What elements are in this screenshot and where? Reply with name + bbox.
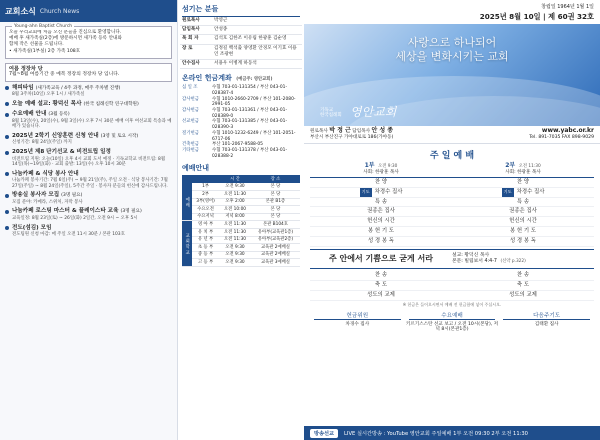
account-row [180, 119, 302, 130]
church-news-header [0, 0, 177, 22]
schedule-cell: 교육관 3예배실 [251, 259, 300, 267]
order-row [310, 237, 594, 247]
schedule-group-label: 예 배 [182, 183, 192, 220]
staff-list [180, 17, 302, 69]
account-type: 감사헌금 [182, 108, 199, 114]
staff-role: 원로목사 [182, 18, 200, 23]
order-item: 권종은 집사 [509, 208, 537, 215]
news-item-desc: 교육일정: 8월 23일(토) ~ 26일(화) 2일간, 오전 9시 ~ 오후 5시 [12, 215, 138, 221]
schedule-cell: 오전 9:30 [219, 251, 251, 259]
news-item-title: 방송실 봉사자 모집 [12, 192, 60, 199]
schedule-row [182, 228, 300, 236]
news-item-desc: 모집 분야: 카메라, 스위처, 자막 봉사 [12, 199, 83, 205]
schedule-cell: 교육관 2예배실 [251, 251, 300, 259]
offering-note: ※ 헌금은 들어오시면서 예배 전 헌금함에 넣어 주십시오. [402, 301, 502, 307]
schedule-cell: 오전 9:30 [219, 183, 251, 190]
account-type: 감사헌금 [182, 96, 199, 102]
issue-date: 2025년 8월 10일 | 제 60권 32호 [479, 12, 594, 21]
news-item [5, 171, 172, 190]
staff-role: 담임목사 [182, 27, 200, 33]
schedule-row [182, 221, 300, 229]
church-news-subtitle: Church News [39, 7, 80, 15]
schedule-cell: 본관 B1층 [251, 198, 300, 206]
schedule-cell: 본관 B104호 [251, 221, 300, 229]
church-slogan [304, 36, 600, 64]
welcome-line: 오늘 우리교회에 처음 오신 분들을 진심으로 환영합니다. [9, 30, 122, 35]
order-cell [310, 227, 452, 237]
worship-column [304, 0, 600, 440]
banner-image [304, 24, 600, 126]
welcome-notice-label: Young-ahn Baptist Church [14, 24, 73, 29]
staff-row [180, 35, 302, 44]
duty-title: 수요예배 [409, 311, 496, 320]
schedule-row [182, 206, 300, 214]
service-2-time: 오전 11:30 [518, 164, 541, 169]
schedule-cell: 중 등 부 [192, 251, 219, 259]
duty-value: 키르기스스탄 선교 보고 / 오전 10시(본당), 저녁 8시(본관1층) [405, 321, 499, 333]
account-number: 수협 703-01-131361 / 부산 043-01-028389-0 [212, 108, 288, 119]
news-item-title: 해피타임 [12, 84, 34, 91]
service-2-lead: 사회: 한광훈 목사 [505, 170, 541, 175]
news-item-note: (3월 등록) [48, 112, 70, 118]
bullet-icon [5, 86, 9, 90]
order-row [310, 198, 594, 208]
news-item [5, 133, 172, 146]
news-list [0, 85, 177, 238]
order-item: 봉 헌 기 도 [510, 227, 536, 234]
news-item-title-row [5, 192, 172, 200]
schedule-cell: 2부 [192, 190, 219, 198]
schedule-cell: 교육관 2예배실 [251, 244, 300, 252]
staff-names: 안성종 [214, 27, 228, 33]
news-item-desc: 8월 3주차(10일) 오후 1시 / 새가족실 [12, 92, 85, 98]
schedule-cell: 오전 11:30 [219, 236, 251, 244]
news-item-title: 나눔카페 & 식당 봉사 안내 [12, 170, 79, 177]
account-row [180, 108, 302, 119]
order-row [310, 227, 594, 237]
order-tag: 기도 [360, 188, 372, 197]
sermon-details [452, 253, 594, 266]
schedule-row [182, 244, 300, 252]
church-logo-name: 영안교회 [350, 105, 397, 119]
order-item: 찬 송 [374, 272, 388, 279]
denomination-line-1: 기독교 [320, 108, 334, 113]
news-item [5, 85, 172, 98]
staff-role: 장 로 [182, 45, 193, 51]
account-number: 수협 1010-2660-2709 / 부산 101-2080-2991-05 [212, 96, 296, 108]
schedule-row [182, 259, 300, 267]
schedule-group-label: 교 회 학 교 [182, 221, 192, 267]
order-cell [310, 281, 452, 291]
duty-group [499, 311, 594, 333]
order-item: 권종은 집사 [367, 208, 395, 215]
founded-date: 창립일 1964년 1월 1일 [541, 4, 594, 10]
order-item: 성 경 봉 독 [368, 237, 394, 244]
duty-group [405, 311, 500, 333]
account-number: 수협 703-01-131385 / 부산 043-01-028390-3 [212, 119, 288, 131]
order-item: 특 송 [516, 198, 530, 205]
order-item: 차경수 집사 [374, 188, 403, 195]
church-address: 부산시 부산진구 가야대로로 186(가야동) [310, 135, 394, 140]
news-item-title: 전도(섬김) 모임 [12, 224, 52, 231]
schedule-cell: 오전 9:30 [219, 244, 251, 252]
service-1-time: 오전 9:30 [378, 164, 398, 169]
news-item [5, 111, 172, 130]
news-item-desc: 전도팀원 신청 마감: 매 주일 오전 11시 30분 / 본관 103호 [12, 232, 125, 238]
schedule-cell: 영 아 부 [192, 221, 219, 229]
news-item-desc: 비전트립 지원: 오늘(10일) 오후 4시 교회 도서 예정 · 기독교학교 비전트립: 8월 14일(목)~19일(화) · 교회 출발: 13일(수) 오후 10시 30분 [12, 156, 166, 168]
order-cell [310, 207, 452, 217]
order-cell [310, 188, 452, 198]
order-item: 축 도 [374, 282, 388, 289]
worship-title: 주 일 예 배 [429, 151, 475, 161]
news-item-title-row [5, 101, 172, 109]
order-cell [452, 207, 594, 217]
duty-group [310, 311, 405, 333]
news-item [5, 149, 172, 168]
schedule-head-place: 장 소 [251, 175, 300, 183]
news-item-title-row [5, 111, 172, 119]
sermon-text: 본문: 빌립보서 4:4-7 [452, 258, 497, 264]
service-1-lead: 사회: 한광훈 목사 [363, 170, 399, 175]
order-item: 찬 송 [516, 272, 530, 279]
staff-names: 김석호 김한조 이유림 한광훈 김순영 [214, 36, 287, 42]
contact-info [529, 128, 594, 141]
news-item-title: 오늘 예배 설교: 황덕신 목사 [12, 100, 82, 107]
order-cell [452, 178, 594, 188]
sermon-title: 주 안에서 기쁨으로 굳게 서라 [329, 254, 433, 264]
news-item-note: (3명 필요) [61, 193, 83, 199]
order-cell [452, 217, 594, 227]
order-item: 봉 헌 기 도 [368, 227, 394, 234]
order-row [310, 188, 594, 198]
pastor-label-2: 담임목사 [352, 129, 371, 134]
news-item [5, 208, 172, 221]
account-number: 수협 703-01-131378 / 부산 043-01-028388-2 [212, 147, 288, 159]
order-item: 성도의 교제 [509, 291, 537, 298]
account-row [180, 148, 302, 159]
staff-names: 서용우 이병계 하동석 [214, 61, 257, 67]
schedule-cell: 유아부(교육관2층) [251, 236, 300, 244]
schedule-head-blank [182, 175, 192, 183]
schedule-cell: 본 당 [251, 190, 300, 198]
staff-row [180, 60, 302, 69]
pastor-name-1: 박 정 근 [329, 127, 351, 134]
schedule-cell: 본 당 [251, 206, 300, 214]
order-tag: 기도 [502, 188, 514, 197]
account-number: 부산 101-2067-9588-05 [212, 142, 263, 148]
account-row [180, 97, 302, 108]
bullet-icon [5, 151, 9, 155]
schedule-cell: 오전 11:30 [219, 221, 251, 229]
news-item-note: (3영 및 토요 시작) [100, 133, 139, 139]
sermon-preacher: 설교: 황덕신 목사 [452, 252, 490, 258]
schedule-cell: 저녁 8:00 [219, 213, 251, 221]
news-item-title: 2025년 제8 단기선교 & 비전트립 일정 [12, 149, 111, 155]
service-2-name: 2부 [505, 162, 516, 169]
account-number: 수협 1010-1232-6249 / 부산 101-2051-6717-06 [212, 130, 296, 142]
offering-title: 온라인 헌금계좌 [182, 74, 232, 83]
bullet-icon [5, 102, 9, 106]
schedule-cell: 오전 9:30 [219, 259, 251, 267]
order-item: 헌신의 시간 [509, 218, 537, 225]
schedule-row [182, 251, 300, 259]
worship-order [304, 178, 600, 247]
pastor-info [310, 128, 393, 141]
order-row [310, 217, 594, 227]
schedule-cell: 고 등 부 [192, 259, 219, 267]
order-cell [452, 198, 594, 208]
welcome-line: • 새가족실(1부실) 2층 가족 108호 [9, 48, 81, 54]
staff-row [180, 45, 302, 60]
order-item: 차경수 집사 [516, 188, 545, 195]
schedule-cell: 유 년 부 [192, 236, 219, 244]
schedule-section-title: 예배안내 [182, 164, 210, 173]
news-item-title-row [5, 85, 172, 93]
founded-row [304, 0, 600, 10]
welcome-line: 예배 후 새가족실(2층)에 방문하시면 새가족 등록 안내와 [9, 36, 122, 42]
news-item-title-row [5, 149, 172, 157]
news-item-desc: 8월 13일(수), 20일(수), 9월 3일(수) 오후 7시 30분 예배 이후 여선교회 특송과 예배가 있습니다. [12, 118, 172, 130]
news-item-title: 나눔카페 로스팅 마스터 & 플레이스타 교육 [12, 208, 119, 215]
news-item-title-row [5, 208, 172, 216]
church-phone: Tel. 891-7035 FAX 898-9029 [529, 135, 594, 140]
news-item-desc: 신청기간: 8월 24일(주일) 까지 [12, 140, 72, 146]
bullet-icon [5, 226, 9, 230]
schedule-head-time: 시 간 [219, 175, 251, 183]
duty-title: 헌금위원 [314, 311, 401, 320]
schedule-cell: 본 당 [251, 183, 300, 190]
order-cell [452, 271, 594, 281]
staff-row [180, 17, 302, 26]
order-item: 찬 양 [374, 179, 388, 185]
order-cell [452, 188, 594, 198]
broadcast-footer [304, 426, 600, 440]
schedule-cell: 유 치 부 [192, 228, 219, 236]
staff-column [180, 0, 302, 440]
bullet-icon [5, 194, 9, 198]
schedule-row [182, 198, 300, 206]
schedule-table [182, 175, 300, 267]
church-info [304, 126, 600, 144]
bullet-icon [5, 113, 9, 117]
news-item [5, 192, 172, 205]
schedule-cell: 3부(영어) [192, 198, 219, 206]
news-item-title: 2025년 2학기 신앙훈련 신청 안내 [12, 132, 99, 139]
summer-dress-box [5, 63, 172, 82]
account-type: 절기헌금 [182, 130, 199, 136]
news-item-title: 수요예배 안내 [12, 111, 47, 118]
account-type: 기타헌금 [182, 147, 199, 153]
staff-names: 박영근 [214, 18, 228, 23]
slogan-line-1: 사랑으로 하나되어 [407, 36, 497, 49]
news-item-note: (새가족교육 / 4주 과정, 매주 주차별 진행) [35, 85, 121, 91]
schedule-row [182, 183, 300, 190]
service-1-name: 1부 [364, 162, 375, 169]
church-website[interactable]: www.yabc.or.kr [541, 127, 594, 134]
worship-order-closing [304, 271, 600, 300]
account-row [180, 85, 302, 96]
broadcast-text[interactable]: LIVE 실시간방송 : YouTube 영안교회 주일예배 1부 오전 09:30 2부 오전 11:30 [344, 430, 528, 437]
order-row [310, 291, 594, 301]
schedule-cell: 수요오전 [192, 206, 219, 214]
order-cell [452, 237, 594, 247]
order-cell [452, 291, 594, 301]
duty-title: 다음주기도 [503, 311, 590, 320]
slogan-line-2: 세상을 변화시키는 교회 [395, 50, 509, 63]
schedule-head-blank [192, 175, 219, 183]
schedule-row [182, 213, 300, 221]
schedule-cell: 오전 10:00 [219, 206, 251, 214]
news-item-note: (한국 침례신학 연구대학원) [83, 101, 139, 107]
sermon-box [310, 249, 594, 270]
news-item-desc: 나눔카페 봉사기간: 7월 6일(주) ~ 9월 21일(주), 주일 오전 · 식당 봉사기간: 7월 27일(주일) ~ 8월 24일(주일), 5주간 주일 · 봉사자 분들의 헌신에 감사드립니다. [12, 178, 168, 189]
offering-holder: (예금주: 영안교회) [236, 77, 273, 83]
schedule-cell: 유아부(교육관1층) [251, 228, 300, 236]
schedule-cell: 오후 2:00 [219, 198, 251, 206]
order-cell [310, 178, 452, 188]
order-cell [310, 237, 452, 247]
news-item-title-row [5, 225, 172, 233]
news-item [5, 225, 172, 238]
bullet-icon [5, 210, 9, 214]
order-item: 특 송 [374, 198, 388, 205]
schedule-cell: 오전 11:30 [219, 228, 251, 236]
order-cell [310, 198, 452, 208]
summer-dress-title: 여름 정장차 당 [9, 65, 43, 72]
order-item: 성 경 봉 독 [510, 237, 536, 244]
bullet-icon [5, 172, 9, 176]
sermon-page: (신약 p.322) [500, 258, 526, 264]
news-item [5, 101, 172, 109]
schedule-row [182, 190, 300, 198]
order-item: 성도의 교제 [367, 291, 395, 298]
news-item-note: (3명 필요) [120, 209, 142, 215]
schedule-cell: 오전 11:30 [219, 190, 251, 198]
account-type: 십 일 조 [182, 85, 198, 91]
summer-dress-text: 7월~8월 여름기간 중 예복 정장의 정장차 당 입니다. [9, 72, 120, 78]
pastor-name-2: 안 성 종 [371, 127, 394, 134]
schedule-cell: 초 등 부 [192, 244, 219, 252]
staff-role: 목 회 자 [182, 36, 199, 42]
order-row [310, 281, 594, 291]
church-denomination [320, 108, 342, 118]
bullet-icon [5, 135, 9, 139]
order-cell [452, 281, 594, 291]
account-type: 선교헌금 [182, 119, 199, 125]
church-news-title: 교회소식 [5, 6, 36, 16]
staff-section-title: 섬기는 분들 [182, 5, 219, 13]
account-number: 수협 703-01-131354 / 부산 043-01-028387-4 [212, 85, 288, 96]
order-item: 헌신의 시간 [367, 218, 395, 225]
broadcast-label: 방송선교 [310, 429, 338, 438]
order-item: 찬 양 [516, 179, 530, 185]
staff-row [180, 26, 302, 35]
account-type: 건축헌금 [182, 142, 199, 148]
pastor-label-1: 원로목사 [310, 129, 328, 134]
order-item: 축 도 [516, 282, 530, 289]
order-cell [310, 217, 452, 227]
order-cell [310, 291, 452, 301]
schedule-row [182, 236, 300, 244]
schedule-cell: 본 당 [251, 213, 300, 221]
order-cell [310, 271, 452, 281]
order-row [310, 207, 594, 217]
service-headers [310, 163, 594, 178]
duty-value: 김태환 집사 [534, 321, 559, 327]
sermon-passage [452, 259, 594, 265]
order-row [310, 271, 594, 281]
duty-groups [310, 311, 594, 333]
church-news-column [0, 0, 178, 440]
service-2-header [452, 163, 594, 178]
staff-names: 김정길 백석출 양영환 안경모 이기효 이용인 조광현 [214, 45, 297, 57]
denomination-line-2: 한국침례회 [320, 113, 342, 118]
order-cell [452, 227, 594, 237]
schedule-cell: 1부 [192, 183, 219, 190]
offering-accounts [180, 85, 302, 159]
order-row [310, 178, 594, 188]
welcome-notice [5, 26, 172, 59]
offering-section-title [182, 73, 302, 83]
staff-role: 안수집사 [182, 61, 200, 67]
schedule-cell: 수요저녁 [192, 213, 219, 221]
duty-value: 차경수 집사 [345, 321, 370, 327]
welcome-line: 함께 작은 선물을 드립니다. [9, 42, 64, 48]
account-row [180, 131, 302, 142]
service-1-header [310, 163, 452, 178]
